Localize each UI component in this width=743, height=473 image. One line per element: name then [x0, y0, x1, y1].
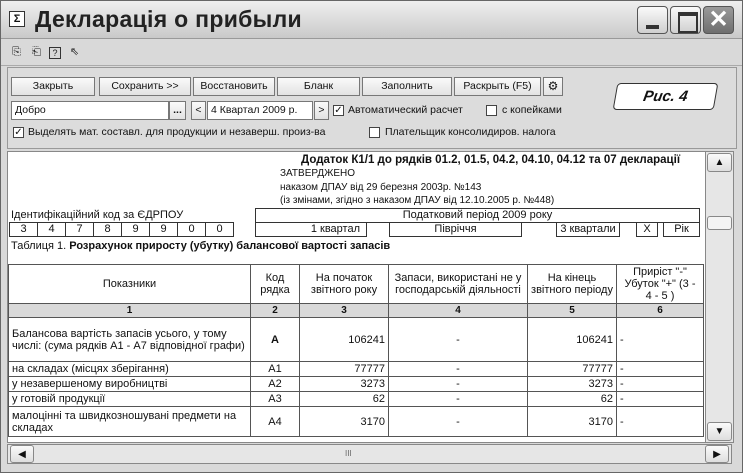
edrpou-digit[interactable]: 9: [149, 222, 178, 237]
close-button[interactable]: Закрыть: [11, 77, 95, 96]
help-icon[interactable]: ?: [49, 47, 61, 59]
period-q1[interactable]: 1 квартал: [255, 222, 367, 237]
edrpou-digit[interactable]: 0: [205, 222, 234, 237]
period-q3[interactable]: 3 квартали: [556, 222, 620, 237]
row-end[interactable]: 106241: [528, 318, 617, 362]
minimize-button[interactable]: [637, 6, 668, 34]
period-year[interactable]: Рік: [663, 222, 700, 237]
edrpou-digit[interactable]: 7: [65, 222, 94, 237]
header-used: Запаси, використані не у господарській діяльності: [389, 265, 528, 304]
col-number: 2: [251, 304, 300, 318]
edrpou-label: Ідентифікаційний код за ЄДРПОУ: [11, 209, 184, 221]
vertical-scrollbar[interactable]: [705, 151, 734, 443]
doc-heading: Додаток К1/1 до рядків 01.2, 01.5, 04.2, 04.10, 04.12 та 07 декларації: [301, 154, 681, 166]
kopecks-label: с копейками: [502, 104, 562, 116]
kopecks-checkbox[interactable]: [486, 105, 497, 116]
maximize-button[interactable]: [670, 6, 701, 34]
col-number: 5: [528, 304, 617, 318]
header-code: Код рядка: [251, 265, 300, 304]
consolidated-label: Плательщик консолидиров. налога: [385, 126, 556, 138]
table-row: [9, 377, 704, 392]
header-delta: Приріст "-" Убуток "+" (3 - 4 - 5 ): [617, 265, 704, 304]
export-icon[interactable]: ⎘: [12, 46, 21, 58]
row-name: на складах (місцях зберігання): [9, 362, 251, 377]
row-used[interactable]: -: [389, 377, 528, 392]
highlight-checkbox[interactable]: ✓: [14, 127, 23, 138]
import-icon[interactable]: ⎗: [32, 46, 41, 58]
icon-toolbar: [1, 40, 742, 66]
tax-period-label: Податковий період 2009 року: [255, 208, 700, 223]
col-number: 1: [9, 304, 251, 318]
row-code: А4: [251, 407, 300, 437]
close-icon: ✕: [708, 6, 729, 33]
col-number: 3: [300, 304, 389, 318]
header-end: На кінець звітного періоду: [528, 265, 617, 304]
consolidated-checkbox[interactable]: [369, 127, 380, 138]
doc-order: наказом ДПАУ від 29 березня 2003р. №143: [280, 182, 482, 193]
row-name: у незавершеному виробництві: [9, 377, 251, 392]
col-number: 4: [389, 304, 528, 318]
settings-icon[interactable]: ⚙: [543, 77, 563, 96]
auto-calc-label: Автоматический расчет: [348, 104, 463, 116]
row-start[interactable]: 3170: [300, 407, 389, 437]
organization-field[interactable]: Добро: [11, 101, 169, 120]
edrpou-digit[interactable]: 0: [177, 222, 206, 237]
hscroll-grip[interactable]: III: [345, 449, 352, 458]
row-delta: -: [617, 392, 704, 407]
row-end[interactable]: 3273: [528, 377, 617, 392]
row-delta: -: [617, 377, 704, 392]
table-header-row: [9, 265, 704, 304]
close-window-button[interactable]: [703, 6, 734, 34]
period-next-button[interactable]: >: [314, 101, 329, 120]
row-name: у готовій продукції: [9, 392, 251, 407]
edrpou-digit[interactable]: 9: [121, 222, 150, 237]
row-delta: -: [617, 318, 704, 362]
document-area: [7, 151, 732, 443]
row-code: А1: [251, 362, 300, 377]
header-indicator: Показники: [9, 265, 251, 304]
row-start[interactable]: 3273: [300, 377, 389, 392]
row-end[interactable]: 3170: [528, 407, 617, 437]
fill-button[interactable]: Заполнить: [362, 77, 452, 96]
restore-button[interactable]: Восстановить: [193, 77, 275, 96]
row-start[interactable]: 77777: [300, 362, 389, 377]
scroll-down-button[interactable]: ▼: [707, 422, 732, 441]
row-used[interactable]: -: [389, 407, 528, 437]
row-end[interactable]: 62: [528, 392, 617, 407]
doc-approved: ЗАТВЕРДЖЕНО: [280, 168, 356, 179]
app-menu-icon[interactable]: Σ: [9, 11, 25, 27]
period-mark[interactable]: X: [636, 222, 658, 237]
horizontal-scrollbar[interactable]: [7, 444, 732, 464]
edrpou-digit[interactable]: 3: [9, 222, 38, 237]
row-name: Балансова вартість запасів усього, у тому числі: (сума рядків А1 - А7 відповідної графи): [9, 318, 251, 362]
auto-calc-checkbox[interactable]: ✓: [334, 105, 343, 116]
table-row: [9, 318, 704, 362]
scroll-left-button[interactable]: ◀: [10, 445, 34, 463]
row-used[interactable]: -: [389, 318, 528, 362]
window-title: Декларація о прибыли: [35, 6, 302, 32]
row-name: малоцінні та швидкозношувані предмети на складах: [9, 407, 251, 437]
table-title: [11, 240, 390, 252]
header-start: На початок звітного року: [300, 265, 389, 304]
highlight-label: Выделять мат. составл. для продукции и незаверш. произ-ва: [28, 126, 326, 138]
table-title-prefix: Таблиця 1.: [11, 240, 70, 252]
vertical-scroll-thumb[interactable]: [707, 216, 732, 230]
scroll-up-button[interactable]: ▲: [707, 153, 732, 172]
table-row: [9, 362, 704, 377]
doc-changes: (із змінами, згідно з наказом ДПАУ від 12.10.2005 р. №448): [280, 195, 555, 206]
organization-browse-button[interactable]: ...: [169, 101, 186, 120]
table-row: [9, 392, 704, 407]
edrpou-digit[interactable]: 8: [93, 222, 122, 237]
period-half-year[interactable]: Півріччя: [389, 222, 522, 237]
row-delta: -: [617, 362, 704, 377]
blank-button[interactable]: Бланк: [277, 77, 360, 96]
period-prev-button[interactable]: <: [191, 101, 206, 120]
row-start[interactable]: 106241: [300, 318, 389, 362]
row-used[interactable]: -: [389, 392, 528, 407]
row-end[interactable]: 77777: [528, 362, 617, 377]
edrpou-digit[interactable]: 4: [37, 222, 66, 237]
column-numbers-row: [9, 304, 704, 318]
table-row: [9, 407, 704, 437]
table-title-text: Розрахунок приросту (убутку) балансової вартості запасів: [69, 240, 391, 252]
row-code: А: [251, 318, 300, 362]
pointer-help-icon[interactable]: ⇖: [69, 46, 80, 58]
period-field[interactable]: 4 Квартал 2009 р.: [207, 101, 313, 120]
row-code: А3: [251, 392, 300, 407]
row-code: А2: [251, 377, 300, 392]
figure-caption: Рис. 4: [613, 83, 719, 110]
row-delta: -: [617, 407, 704, 437]
row-start[interactable]: 62: [300, 392, 389, 407]
inventory-table: [8, 264, 704, 437]
expand-button[interactable]: Раскрыть (F5): [454, 77, 541, 96]
col-number: 6: [617, 304, 704, 318]
control-panel: [7, 67, 737, 149]
scroll-right-button[interactable]: ▶: [705, 445, 729, 463]
save-button[interactable]: Сохранить >>: [99, 77, 191, 96]
title-bar[interactable]: [1, 1, 742, 39]
row-used[interactable]: -: [389, 362, 528, 377]
